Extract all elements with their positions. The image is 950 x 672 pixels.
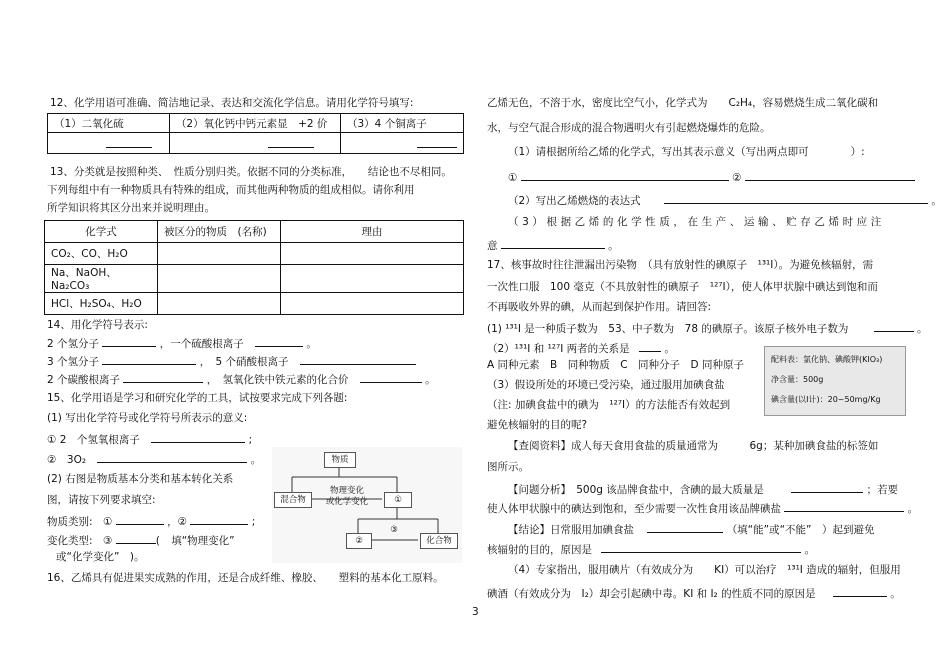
analysis-blank-2[interactable] [784,500,904,512]
q14-blank-1[interactable] [102,335,156,347]
q16-1a-label: ① [508,172,518,184]
q13-row-3-substance[interactable] [158,293,281,315]
q16-1b-label: ② [732,172,742,184]
q12-answer-3[interactable] [341,133,464,154]
q16-1-answers [508,169,915,185]
q15-type-mid: ，② [167,516,188,528]
q13-line-3: 所学知识将其区分出来并说明理由。 [47,202,215,214]
diagram-label-c3: ③ [390,525,398,535]
q16-3: （3）根据乙烯的化学性质，在生产、运输、贮存乙烯时应注 [508,216,885,228]
q14-l3a: 2 个碳酸根离子 [47,374,121,386]
page-number: 3 [472,606,479,618]
q13-row-2-reason[interactable] [281,265,464,293]
q13-table [44,220,464,315]
analysis-2-text: 使人体甲状腺中的碘达到饱和，至少需要一次性食用该品牌碘盐 [487,503,781,515]
analysis-1 [508,481,898,497]
q16-3b: 意 。 [487,237,619,253]
q16-intro: 16、乙烯具有促进果实成熟的作用，还是合成纤维、橡胶、 塑料的基本化工原料。 [47,572,444,584]
salt-label-line-1: 配料表：氯化钠、碘酸钾(KIO₃) [771,355,883,364]
classification-diagram [272,447,462,563]
q13-line-2: 下列每组中有一种物质具有特殊的组成，而其他两种物质的组成相似。请你利用 [47,184,415,196]
analysis-2: 使人体甲状腺中的碘达到饱和，至少需要一次性食用该品牌碘盐 。 [487,500,918,516]
conclusion-2: 核辐射的目的，原因是 。 [487,541,815,557]
conclusion-blank-2[interactable] [601,541,801,553]
q14-line-2 [47,353,416,369]
q17-sub-1: (1) ¹³¹I 是一种质子数为 53、中子数为 78 的碘原子。该原子核外电子数为 。 [487,320,928,336]
q13-header-substance: 被区分的物质 (名称) [158,221,281,243]
q15-type-line: 物质类别: ① ，② ; [47,513,255,529]
q16-blank-4[interactable] [501,237,605,249]
diagram-box-left: 混合物 [274,492,312,508]
conclusion-2-text: 核辐射的目的，原因是 [487,544,592,556]
q17-sub-2: （2）¹³¹I 和 ¹²⁷I 两者的关系是 。 [487,340,675,356]
diagram-box-c1: ① [384,492,412,508]
q17-sub-3b: （注: 加碘食盐中的碘为 ¹²⁷I）的方法能否有效起到 [487,399,731,411]
q15-sub2b: 图，请按下列要求填空: [47,494,156,506]
q15-i2-text: ② 3O₂ [47,454,87,466]
q15-item-1: ① 2 个氢氧根离子 ; [47,431,252,447]
q15-change-hint: 填“物理变化” [171,535,235,547]
analysis-blank-1[interactable] [791,481,863,493]
q17-s2-text: （2）¹³¹I 和 ¹²⁷I 两者的关系是 [487,343,630,355]
analysis-1-end: ；若要 [866,484,898,496]
q13-row-2-substance[interactable] [158,265,281,293]
q15-blank-4[interactable] [190,513,248,525]
q14-blank-6[interactable] [360,371,422,383]
q12-table [47,113,464,154]
diagram-box-c2: ② [346,533,372,549]
q14-title: 14、用化学符号表示: [47,319,148,331]
q12-cell-3: （3）4 个铜离子 [341,114,464,133]
q15-sub2: (2) 右图是物质基本分类和基本转化关系 [47,473,234,485]
q17-sub-4b: 碘酒（有效成分为 I₂）却会引起碘中毒。KI 和 I₂ 的性质不同的原因是 。 [487,585,901,601]
q15-change-line: 变化类型: ③ ( 填“物理变化” [47,532,235,548]
q17-options: A 同种元素 B 同种物质 C 同种分子 D 同种原子 [487,359,744,371]
right-p1: 乙烯无色，不溶于水，密度比空气小，化学式为 C₂H₄，容易燃烧生成二氧化碳和 [487,97,879,109]
analysis-1-text: 【问题分析】 500g 该品牌食盐中，含碘的最大质量是 [508,484,764,496]
q17-4b-text: 碘酒（有效成分为 I₂）却会引起碘中毒。KI 和 I₂ 的性质不同的原因是 [487,588,816,600]
q15-i1-text: ① 2 个氢氧根离子 [47,434,140,446]
q17-line-2: 一次性口服 100 毫克（不具放射性的碘原子 ¹²⁷I），使人体甲状腺中碘达到饱和而 [487,281,878,293]
research-1: 【查阅资料】成人每天食用食盐的质量通常为 6g；某种加碘食盐的标签如 [508,440,879,452]
q14-l1b: ，一个硫酸根离子 [159,338,244,350]
right-p2: 水，与空气混合形成的混合物遇明火有引起燃烧爆炸的危险。 [487,122,771,134]
q15-type-label: 物质类别: ① [47,516,113,528]
q12-answer-1[interactable] [48,133,170,154]
q13-header-formula: 化学式 [45,221,158,243]
conclusion-1 [508,521,874,537]
q12-stem: 12、化学用语可准确、简洁地记录、表达和交流化学信息。请用化学符号填写: [50,97,414,109]
q13-row-1-reason[interactable] [281,243,464,265]
q17-blank-2[interactable] [639,340,661,352]
conclusion-blank-1[interactable] [647,521,723,533]
diagram-box-top: 物质 [324,452,356,468]
q15-change-label: 变化类型: ③ [47,535,113,547]
q17-blank-4[interactable] [833,585,887,597]
salt-label-line-2: 净含量：500g [771,375,824,384]
q15-title: 15、化学用语是学习和研究化学的工具，试按要求完成下列各题: [47,392,348,404]
q13-row-1-substance[interactable] [158,243,281,265]
q17-blank-1[interactable] [874,320,914,332]
q16-blank-2[interactable] [745,169,915,181]
q15-item-2: ② 3O₂ 。 [47,451,261,467]
q12-cell-1: （1）二氧化硫 [48,114,170,133]
q14-blank-5[interactable] [123,371,203,383]
q13-header-reason: 理由 [281,221,464,243]
q16-3b-text: 意 [487,240,498,252]
q13-row-1-formula: CO₂、CO、H₂O [45,243,158,265]
q15-sub1: (1) 写出化学符号或化学符号所表示的意义: [47,412,248,424]
q15-blank-3[interactable] [116,513,164,525]
q14-line-1: 2 个氢分子 ，一个硫酸根离子 。 [47,335,317,351]
q14-l2b: ， 5 个硝酸根离子 [199,356,289,368]
q14-l1a: 2 个氢分子 [47,338,100,350]
q15-change-hint-2: 或“化学变化” )。 [56,551,145,563]
q17-line-1: 17、核事故时往往泄漏出污染物 （具有放射性的碘原子 ¹³¹I）。为避免核辐射，需 [487,259,874,271]
diagram-box-right: 化合物 [420,533,458,549]
q15-blank-2[interactable] [97,451,247,463]
q14-blank-4[interactable] [300,353,416,365]
q17-s1-text: (1) ¹³¹I 是一种质子数为 53、中子数为 78 的碘原子。该原子核外电子数为 [487,323,849,335]
q15-blank-5[interactable] [116,532,156,544]
q14-line-3: 2 个碳酸根离子 ， 氢氧化铁中铁元素的化合价 。 [47,371,436,387]
q13-row-3-formula: HCl、H₂SO₄、H₂O [45,293,158,315]
q16-2: （2）写出乙烯燃烧的表达式 。 [508,192,942,208]
q17-sub-4: （4）专家指出，服用碘片（有效成分为 KI）可以治疗 ¹³¹I 造成的辐射，但服用 [508,564,901,576]
diagram-box-middle: 物理变化 或化学变化 [325,486,369,507]
q16-2-text: （2）写出乙烯燃烧的表达式 [508,195,641,207]
q12-answer-2[interactable] [169,133,340,154]
q13-row-2-formula: Na、NaOH、Na₂CO₃ [45,265,158,293]
q16-1: （1）请根据所给乙烯的化学式，写出其表示意义（写出两点即可 ）: [508,146,865,158]
q17-sub-3: （3）假设所处的环境已受污染，通过服用加碘食盐 [487,379,725,391]
q14-blank-2[interactable] [255,335,303,347]
q16-blank-3[interactable] [664,192,928,204]
q12-cell-2: （2）氧化钙中钙元素显 +2 价 [169,114,340,133]
q15-blank-1[interactable] [151,431,245,443]
q17-line-3: 不再吸收外界的碘，从而起到保护作用。请回答: [487,301,712,313]
q17-sub-3c: 避免核辐射的目的呢? [487,419,588,431]
salt-label-line-3: 碘含量(以I计)：20~50mg/Kg [771,395,881,404]
q13-row-3-reason[interactable] [281,293,464,315]
q13-line-1: 13、分类就是按照种类、 性质分别归类。依据不同的分类标准， 结论也不尽相同。 [50,166,452,178]
q16-blank-1[interactable] [521,169,729,181]
conclusion-1-end: （填“能”或“不能” ）起到避免 [726,524,875,536]
conclusion-1-text: 【结论】日常服用加碘食盐 [508,524,634,536]
q14-l2a: 3 个氢分子 [47,356,100,368]
salt-label-image [764,346,906,416]
diagram-arrows [272,447,462,563]
q14-blank-3[interactable] [102,353,196,365]
q14-l3b: ， 氢氧化铁中铁元素的化合价 [206,374,349,386]
research-2: 图所示。 [487,461,529,473]
